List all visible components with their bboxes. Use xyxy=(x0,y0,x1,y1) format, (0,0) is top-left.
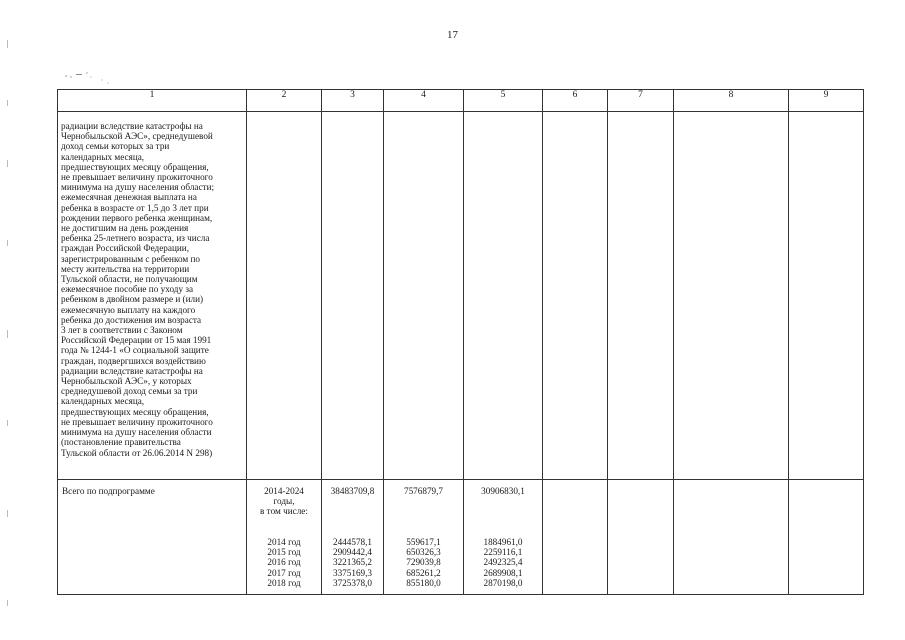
column4-values xyxy=(384,480,464,595)
year-label: 2014 год xyxy=(267,537,301,548)
page-number: 17 xyxy=(447,29,458,41)
description-line: не достигшим на день рождения xyxy=(61,223,189,234)
header-cell: 2 xyxy=(247,90,322,112)
description-line: календарных месяца, xyxy=(61,396,145,407)
year-label: 2015 год xyxy=(267,547,301,558)
description-line: ребенка в возрасте от 1,5 до 3 лет при xyxy=(61,202,209,213)
year-label: 2016 год xyxy=(267,557,301,568)
table-cell xyxy=(789,480,864,595)
table-cell xyxy=(322,112,384,480)
year-value: 2870198,0 xyxy=(483,577,523,588)
header-cell: 3 xyxy=(322,90,384,112)
description-line: доход семьи которых за три xyxy=(61,141,170,152)
description-line: граждан, подвергшихся воздействию xyxy=(61,355,206,366)
table-cell xyxy=(543,112,608,480)
description-line: ребенка 25-летнего возраста, из числа xyxy=(61,233,210,244)
description-line: ежемесячное пособие по уходу за xyxy=(61,284,194,295)
binding-marks xyxy=(6,40,10,630)
total-value: 7576879,7 xyxy=(403,486,444,496)
year-value: 2689908,1 xyxy=(483,567,523,578)
table-cell xyxy=(247,112,322,480)
description-line: ежемесячная денежная выплата на xyxy=(61,192,197,203)
description-line: ребенка до достижения им возраста xyxy=(61,314,202,325)
table-cell xyxy=(608,112,674,480)
total-label: Всего по подпрограмме xyxy=(58,480,247,595)
year-value: 3725378,0 xyxy=(332,577,373,588)
description-line: Тульской области, не получающим xyxy=(61,274,198,285)
header-cell: 9 xyxy=(789,90,864,112)
description-line: Тульской области от 26.06.2014 N 298) xyxy=(61,447,213,458)
description-line: зарегистрированным с ребенком по xyxy=(61,253,201,264)
total-value: 38483709,8 xyxy=(330,486,375,496)
description-line: Чернобыльской АЭС», среднедушевой xyxy=(61,131,213,142)
program-table xyxy=(57,89,864,595)
year-value: 2492325,4 xyxy=(483,557,523,568)
description-cell xyxy=(58,112,247,480)
header-cell: 8 xyxy=(674,90,789,112)
year-value: 2909442,4 xyxy=(332,547,373,558)
total-value: 30906830,1 xyxy=(481,486,525,496)
description-line: предшествующих месяцу обращения, xyxy=(61,406,209,417)
header-cell: 5 xyxy=(464,90,543,112)
description-line: месту жительства на территории xyxy=(61,263,190,274)
description-line: рождении первого ребенка женщинам, xyxy=(61,212,213,223)
table-cell xyxy=(789,112,864,480)
description-line: (постановление правительства xyxy=(61,437,181,448)
description-line: года № 1244-1 «О социальной защите xyxy=(61,345,209,356)
year-value: 2259116,1 xyxy=(483,547,523,558)
column5-values xyxy=(464,480,543,595)
period-line: 2014-2024 xyxy=(264,486,304,496)
year-value: 685261,2 xyxy=(406,567,441,578)
description-line: 3 лет в соответствии с Законом xyxy=(61,325,183,336)
description-line: Российской Федерации от 15 мая 1991 xyxy=(61,335,212,346)
year-value: 3375169,3 xyxy=(332,567,373,578)
description-row xyxy=(58,112,864,480)
period-cell xyxy=(247,480,322,595)
description-line: предшествующих месяцу обращения, xyxy=(61,161,209,172)
period-line: в том числе: xyxy=(260,506,308,517)
header-cell: 7 xyxy=(608,90,674,112)
table-cell xyxy=(384,112,464,480)
description-line: ежемесячную выплату на каждого xyxy=(61,304,196,315)
table-cell xyxy=(674,480,789,595)
year-value: 855180,0 xyxy=(406,577,441,588)
year-value: 559617,1 xyxy=(406,537,441,548)
column3-values xyxy=(322,480,384,595)
header-cell: 1 xyxy=(58,90,247,112)
header-cell: 4 xyxy=(384,90,464,112)
description-line: среднедушевой доход семьи за три xyxy=(61,386,198,397)
year-value: 729039,8 xyxy=(406,557,441,568)
table-cell xyxy=(674,112,789,480)
year-value: 3221365,2 xyxy=(332,557,373,568)
scan-artifact xyxy=(62,68,117,88)
table-cell xyxy=(608,480,674,595)
description-line: не превышает величину прожиточного xyxy=(61,416,213,427)
description-line: минимума на душу населения области xyxy=(61,427,212,438)
description-line: ребенком в двойном размере и (или) xyxy=(61,294,204,305)
description-line: Чернобыльской АЭС», у которых xyxy=(61,376,192,387)
description-line: граждан Российской Федерации, xyxy=(61,243,190,254)
description-line: минимума на душу населения области; xyxy=(61,182,215,193)
description-line: календарных месяца, xyxy=(61,151,145,162)
table-cell xyxy=(464,112,543,480)
description-line: не превышает величину прожиточного xyxy=(61,172,213,183)
description-line: радиации вследствие катастрофы на xyxy=(61,121,203,131)
year-value: 1884961,0 xyxy=(483,537,523,548)
period-line: годы, xyxy=(273,496,295,507)
header-cell: 6 xyxy=(543,90,608,112)
table-cell xyxy=(543,480,608,595)
year-label: 2017 год xyxy=(267,567,301,578)
year-value: 650326,3 xyxy=(406,547,441,558)
total-row xyxy=(58,480,864,595)
description-line: радиации вследствие катастрофы на xyxy=(61,365,203,376)
year-label: 2018 год xyxy=(267,577,301,588)
header-row xyxy=(58,90,864,112)
year-value: 2444578,1 xyxy=(332,537,373,548)
